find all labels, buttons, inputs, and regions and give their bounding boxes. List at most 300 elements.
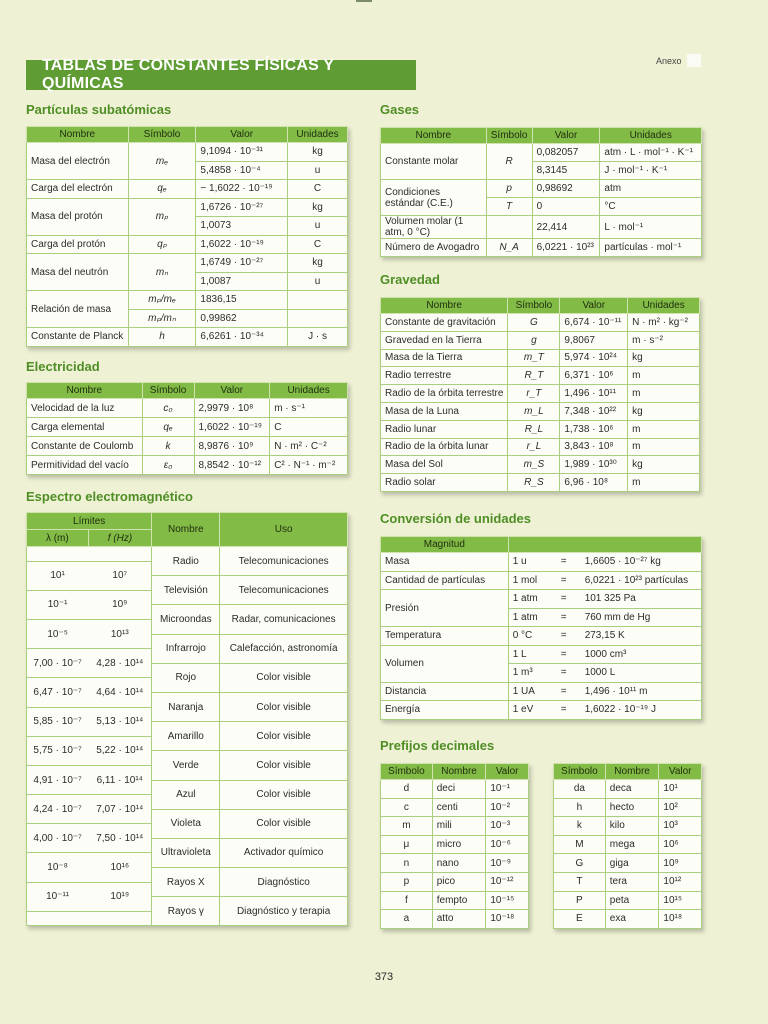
magnitude-name: Cantidad de partículas — [381, 571, 509, 590]
prefix-name: nano — [432, 854, 486, 873]
header-cell: Valor — [194, 383, 270, 399]
band-use: Diagnóstico y terapia — [220, 897, 348, 926]
frequency-limit: 10¹³ — [88, 619, 152, 648]
band-name: Rayos γ — [152, 897, 220, 926]
prefixes-table-submultiples — [380, 763, 529, 929]
constant-symbol: R_L — [508, 420, 560, 438]
header-cell: Nombre — [27, 127, 129, 143]
prefix-symbol: M — [554, 835, 606, 854]
header-cell: Símbolo — [142, 383, 194, 399]
constant-unit: m · s⁻¹ — [270, 399, 348, 418]
constant-value: 8,3145 — [532, 162, 600, 180]
constant-value: 0,98692 — [532, 180, 600, 198]
constant-value: 6,96 · 10⁸ — [560, 474, 628, 492]
particle-unit: u — [288, 272, 348, 291]
header-cell: Nombre — [381, 128, 487, 144]
prefix-name: exa — [605, 910, 659, 929]
frequency-limit: 10⁹ — [88, 590, 152, 619]
particle-unit: kg — [288, 143, 348, 162]
magnitude-header: Magnitud — [381, 537, 509, 553]
prefix-name: peta — [605, 891, 659, 910]
conversion-to: 1,6022 · 10⁻¹⁹ J — [584, 704, 656, 716]
particle-symbol: h — [128, 328, 196, 347]
frequency-header: f (Hz) — [88, 530, 152, 547]
prefix-symbol: f — [381, 891, 433, 910]
constant-name: Constante de gravitación — [381, 314, 508, 332]
annex-label: Anexo — [656, 56, 682, 66]
wavelength-limit: 4,24 · 10⁻⁷ — [27, 795, 89, 824]
table-row — [381, 780, 529, 799]
constant-value: 1,496 · 10¹¹ — [560, 385, 628, 403]
constant-name: Masa del Sol — [381, 456, 508, 474]
header-cell: Unidades — [628, 298, 700, 314]
band-name: Televisión — [152, 576, 220, 605]
constant-unit: atm · L · mol⁻¹ · K⁻¹ — [600, 144, 702, 162]
wavelength-limit: 10⁻¹¹ — [27, 882, 89, 911]
band-use: Color visible — [220, 663, 348, 692]
constant-name: Masa de la Luna — [381, 402, 508, 420]
prefix-name: mega — [605, 835, 659, 854]
prefix-name: atto — [432, 910, 486, 929]
band-name: Naranja — [152, 692, 220, 721]
header-cell: Valor — [659, 764, 702, 780]
band-use: Calefacción, astronomía — [220, 634, 348, 663]
constant-unit: partículas · mol⁻¹ — [600, 239, 702, 257]
table-row — [27, 291, 348, 310]
table-row — [381, 144, 702, 162]
particle-unit — [288, 291, 348, 310]
constant-symbol: c₀ — [142, 399, 194, 418]
conversion-cell — [508, 608, 701, 627]
particle-value: 1,6749 · 10⁻²⁷ — [196, 254, 288, 273]
table-row — [381, 180, 702, 198]
constant-name: Radio de la órbita lunar — [381, 438, 508, 456]
particle-value: 6,6261 · 10⁻³⁴ — [196, 328, 288, 347]
band-name: Violeta — [152, 809, 220, 838]
prefix-value: 10⁻¹² — [486, 872, 529, 891]
particle-name: Masa del protón — [27, 198, 129, 235]
limits-header: Límites — [27, 513, 152, 530]
constant-value: 5,974 · 10²⁴ — [560, 349, 628, 367]
particle-value: 1,0087 — [196, 272, 288, 291]
prefix-name: deci — [432, 780, 486, 799]
table-row — [554, 910, 702, 929]
frequency-limit: 5,13 · 10¹⁴ — [88, 707, 152, 736]
table-row — [381, 872, 529, 891]
band-name: Verde — [152, 751, 220, 780]
header-cell: Valor — [532, 128, 600, 144]
conversion-from: 1 m³ — [512, 667, 533, 679]
constant-value: 0,082057 — [532, 144, 600, 162]
prefix-symbol: k — [554, 817, 606, 836]
gravity-table — [380, 297, 700, 492]
magnitude-name: Masa — [381, 553, 509, 572]
prefix-symbol: E — [554, 910, 606, 929]
constant-unit: m — [628, 385, 700, 403]
particle-value: 9,1094 · 10⁻³¹ — [196, 143, 288, 162]
prefix-symbol: da — [554, 780, 606, 799]
wavelength-limit: 10¹ — [27, 561, 89, 590]
constant-symbol: R_S — [508, 474, 560, 492]
constant-value: 22,414 — [532, 216, 600, 239]
constant-unit: m — [628, 438, 700, 456]
particle-unit: J · s — [288, 328, 348, 347]
constant-name: Volumen molar (1 atm, 0 °C) — [381, 216, 487, 239]
particle-symbol: mₚ — [128, 198, 196, 235]
particle-symbol: mₚ/mₑ — [128, 291, 196, 310]
prefix-symbol: G — [554, 854, 606, 873]
prefix-name: pico — [432, 872, 486, 891]
constant-symbol: r_T — [508, 385, 560, 403]
prefix-value: 10¹ — [659, 780, 702, 799]
constant-name: Radio terrestre — [381, 367, 508, 385]
header-cell: Nombre — [381, 298, 508, 314]
particle-unit: u — [288, 217, 348, 236]
table-row — [381, 456, 700, 474]
table-row — [27, 418, 348, 437]
table-row — [27, 180, 348, 199]
wavelength-limit: 6,47 · 10⁻⁷ — [27, 678, 89, 707]
constant-unit: m · s⁻² — [628, 331, 700, 349]
header-cell: Valor — [560, 298, 628, 314]
constant-symbol: N_A — [486, 239, 532, 257]
particle-value: 0,99862 — [196, 309, 288, 328]
constant-value: 1,6022 · 10⁻¹⁹ — [194, 418, 270, 437]
subatomic-title: Partículas subatómicas — [26, 102, 172, 117]
prefix-value: 10⁻¹⁵ — [486, 891, 529, 910]
band-use: Radar, comunicaciones — [220, 605, 348, 634]
constant-value: 7,348 · 10²² — [560, 402, 628, 420]
prefix-name: centi — [432, 798, 486, 817]
prefix-value: 10⁻¹⁸ — [486, 910, 529, 929]
particle-unit: u — [288, 161, 348, 180]
spectrum-title: Espectro electromagnético — [26, 489, 193, 504]
constant-symbol: R — [486, 144, 532, 180]
constant-unit: m — [628, 367, 700, 385]
particle-symbol: mₙ — [128, 254, 196, 291]
constant-symbol: ε₀ — [142, 456, 194, 475]
constant-unit: kg — [628, 402, 700, 420]
table-row — [27, 399, 348, 418]
constant-symbol: m_S — [508, 456, 560, 474]
constant-value: 0 — [532, 198, 600, 216]
gases-title: Gases — [380, 102, 420, 117]
constant-symbol: g — [508, 331, 560, 349]
magnitude-name: Distancia — [381, 682, 509, 701]
limit-spacer — [88, 547, 152, 562]
table-row — [381, 798, 529, 817]
conversion-table — [380, 536, 702, 720]
constant-symbol: m_T — [508, 349, 560, 367]
wavelength-limit: 4,00 · 10⁻⁷ — [27, 824, 89, 853]
table-row — [381, 438, 700, 456]
conversion-to: 1000 cm³ — [584, 648, 627, 660]
wavelength-limit: 7,00 · 10⁻⁷ — [27, 649, 89, 678]
table-row — [381, 216, 702, 239]
prefix-name: hecto — [605, 798, 659, 817]
table-row — [554, 798, 702, 817]
particle-unit: kg — [288, 254, 348, 273]
table-row — [381, 701, 702, 720]
prefix-symbol: T — [554, 872, 606, 891]
equals-sign: = — [560, 556, 567, 568]
constant-name: Constante de Coulomb — [27, 437, 143, 456]
prefix-value: 10⁶ — [659, 835, 702, 854]
constant-name: Gravedad en la Tierra — [381, 331, 508, 349]
constant-unit: °C — [600, 198, 702, 216]
header-cell: Nombre — [605, 764, 659, 780]
frequency-limit: 10¹⁹ — [88, 882, 152, 911]
prefix-name: tera — [605, 872, 659, 891]
constant-unit: C² · N⁻¹ · m⁻² — [270, 456, 348, 475]
conversion-from: 1 L — [512, 648, 527, 660]
band-name: Rojo — [152, 663, 220, 692]
table-row — [381, 402, 700, 420]
table-row — [381, 571, 702, 590]
constant-value: 2,9979 · 10⁸ — [194, 399, 270, 418]
table-row — [27, 437, 348, 456]
header-cell: Símbolo — [508, 298, 560, 314]
constant-symbol: k — [142, 437, 194, 456]
table-row — [381, 835, 529, 854]
header-cell: Símbolo — [486, 128, 532, 144]
constant-value: 8,9876 · 10⁹ — [194, 437, 270, 456]
header-cell: Unidades — [270, 383, 348, 399]
band-use: Color visible — [220, 692, 348, 721]
frequency-limit: 7,50 · 10¹⁴ — [88, 824, 152, 853]
table-row — [554, 891, 702, 910]
prefix-value: 10⁻¹ — [486, 780, 529, 799]
header-cell: Valor — [486, 764, 529, 780]
magnitude-name: Presión — [381, 590, 509, 627]
name-header: Nombre — [152, 513, 220, 547]
constant-symbol: r_L — [508, 438, 560, 456]
limit-spacer — [27, 547, 89, 562]
particle-unit: kg — [288, 198, 348, 217]
conversion-from: 0 °C — [512, 630, 533, 642]
constant-value: 6,371 · 10⁶ — [560, 367, 628, 385]
prefix-name: micro — [432, 835, 486, 854]
prefix-symbol: d — [381, 780, 433, 799]
conversion-cell — [508, 682, 701, 701]
conversion-cell — [508, 664, 701, 683]
band-use: Telecomunicaciones — [220, 576, 348, 605]
table-row — [27, 456, 348, 475]
table-row — [381, 314, 700, 332]
constant-name: Condiciones estándar (C.E.) — [381, 180, 487, 216]
prefix-value: 10¹⁵ — [659, 891, 702, 910]
conversion-to: 273,15 K — [584, 630, 625, 642]
table-row — [554, 817, 702, 836]
prefix-value: 10³ — [659, 817, 702, 836]
conversion-cell — [508, 553, 701, 572]
prefix-symbol: μ — [381, 835, 433, 854]
particle-name: Relación de masa — [27, 291, 129, 328]
constant-value: 1,738 · 10⁶ — [560, 420, 628, 438]
particle-value: 1,0073 — [196, 217, 288, 236]
constant-symbol: m_L — [508, 402, 560, 420]
conversion-title: Conversión de unidades — [380, 511, 531, 526]
table-row — [381, 553, 702, 572]
band-name: Radio — [152, 547, 220, 576]
particle-value: 1836,15 — [196, 291, 288, 310]
constant-name: Radio solar — [381, 474, 508, 492]
use-header: Uso — [220, 513, 348, 547]
frequency-limit: 5,22 · 10¹⁴ — [88, 736, 152, 765]
table-row — [27, 328, 348, 347]
top-mark — [356, 0, 372, 2]
band-name: Azul — [152, 780, 220, 809]
band-use: Color visible — [220, 809, 348, 838]
equals-sign: = — [560, 611, 567, 623]
table-row — [381, 627, 702, 646]
table-row — [554, 835, 702, 854]
electricity-title: Electricidad — [26, 359, 100, 374]
constant-unit: N · m² · C⁻² — [270, 437, 348, 456]
conversion-cell — [508, 590, 701, 609]
table-row — [381, 367, 700, 385]
prefixes-title: Prefijos decimales — [380, 738, 495, 753]
equals-sign: = — [560, 704, 567, 716]
frequency-limit: 10⁷ — [88, 561, 152, 590]
particle-symbol: mₚ/mₙ — [128, 309, 196, 328]
band-name: Ultravioleta — [152, 838, 220, 867]
equals-sign: = — [560, 685, 567, 697]
constant-unit: J · mol⁻¹ · K⁻¹ — [600, 162, 702, 180]
table-row — [381, 817, 529, 836]
table-row — [27, 547, 348, 562]
equals-sign: = — [560, 574, 567, 586]
header-cell: Símbolo — [381, 764, 433, 780]
particle-unit — [288, 309, 348, 328]
conversion-from: 1 u — [512, 556, 527, 568]
particle-value: − 1,6022 · 10⁻¹⁹ — [196, 180, 288, 199]
prefix-symbol: m — [381, 817, 433, 836]
constant-symbol: G — [508, 314, 560, 332]
prefix-symbol: c — [381, 798, 433, 817]
conversion-to: 6,0221 · 10²³ partículas — [584, 574, 689, 586]
wavelength-limit: 10⁻⁵ — [27, 619, 89, 648]
table-row — [554, 780, 702, 799]
prefix-name: deca — [605, 780, 659, 799]
prefix-value: 10⁻³ — [486, 817, 529, 836]
constant-unit: L · mol⁻¹ — [600, 216, 702, 239]
band-use: Color visible — [220, 751, 348, 780]
constant-name: Permitividad del vacío — [27, 456, 143, 475]
particle-name: Masa del electrón — [27, 143, 129, 180]
table-row — [381, 420, 700, 438]
header-cell: Símbolo — [554, 764, 606, 780]
table-row — [381, 331, 700, 349]
table-row — [381, 891, 529, 910]
conversion-from: 1 UA — [512, 685, 535, 697]
band-use: Diagnóstico — [220, 868, 348, 897]
equals-sign: = — [560, 667, 567, 679]
table-row — [381, 239, 702, 257]
table-row — [27, 198, 348, 217]
particle-value: 5,4858 · 10⁻⁴ — [196, 161, 288, 180]
constant-unit: atm — [600, 180, 702, 198]
band-name: Microondas — [152, 605, 220, 634]
prefix-symbol: a — [381, 910, 433, 929]
constant-name: Número de Avogadro — [381, 239, 487, 257]
wavelength-limit: 10⁻¹ — [27, 590, 89, 619]
particle-symbol: mₑ — [128, 143, 196, 180]
particle-value: 1,6726 · 10⁻²⁷ — [196, 198, 288, 217]
page-number: 373 — [374, 971, 394, 983]
constant-name: Velocidad de la luz — [27, 399, 143, 418]
particle-symbol: qₑ — [128, 180, 196, 199]
conversion-from: 1 mol — [512, 574, 538, 586]
prefix-name: kilo — [605, 817, 659, 836]
table-row — [554, 872, 702, 891]
table-row — [381, 590, 702, 609]
constant-symbol: R_T — [508, 367, 560, 385]
band-use: Color visible — [220, 722, 348, 751]
constant-name: Radio de la órbita terrestre — [381, 385, 508, 403]
equals-sign: = — [560, 593, 567, 605]
constant-unit: m — [628, 420, 700, 438]
constant-name: Radio lunar — [381, 420, 508, 438]
page-title: TABLAS DE CONSTANTES FÍSICAS Y QUÍMICAS — [26, 60, 416, 90]
constant-unit: N · m² · kg⁻² — [628, 314, 700, 332]
prefix-value: 10¹⁸ — [659, 910, 702, 929]
constant-unit: kg — [628, 456, 700, 474]
prefix-symbol: h — [554, 798, 606, 817]
conversion-to: 1,6605 · 10⁻²⁷ kg — [584, 556, 661, 568]
table-row — [381, 385, 700, 403]
gases-table — [380, 127, 702, 257]
particle-value: 1,6022 · 10⁻¹⁹ — [196, 235, 288, 254]
table-row — [27, 235, 348, 254]
prefix-name: giga — [605, 854, 659, 873]
table-row — [27, 143, 348, 162]
wavelength-limit: 4,91 · 10⁻⁷ — [27, 765, 89, 794]
particle-unit: C — [288, 235, 348, 254]
wavelength-limit: 5,75 · 10⁻⁷ — [27, 736, 89, 765]
subatomic-table — [26, 126, 348, 347]
particle-unit: C — [288, 180, 348, 199]
band-name: Infrarrojo — [152, 634, 220, 663]
constant-symbol: qₑ — [142, 418, 194, 437]
header-cell: Unidades — [288, 127, 348, 143]
gravity-title: Gravedad — [380, 272, 440, 287]
frequency-limit: 7,07 · 10¹⁴ — [88, 795, 152, 824]
prefix-value: 10⁹ — [659, 854, 702, 873]
table-row — [381, 474, 700, 492]
table-row — [554, 854, 702, 873]
magnitude-name: Temperatura — [381, 627, 509, 646]
limit-spacer — [88, 911, 152, 926]
magnitude-name: Volumen — [381, 645, 509, 682]
prefixes-table-multiples — [553, 763, 702, 929]
conversion-cell — [508, 571, 701, 590]
prefix-symbol: P — [554, 891, 606, 910]
prefix-value: 10² — [659, 798, 702, 817]
conversion-from: 1 atm — [512, 611, 538, 623]
constant-symbol: T — [486, 198, 532, 216]
conversion-from: 1 eV — [512, 704, 534, 716]
prefix-name: fempto — [432, 891, 486, 910]
band-name: Amarillo — [152, 722, 220, 751]
constant-value: 9,8067 — [560, 331, 628, 349]
constant-unit: m — [628, 474, 700, 492]
constant-value: 6,674 · 10⁻¹¹ — [560, 314, 628, 332]
frequency-limit: 10¹⁶ — [88, 853, 152, 882]
particle-name: Constante de Planck — [27, 328, 129, 347]
band-use: Telecomunicaciones — [220, 547, 348, 576]
constant-value: 6,0221 · 10²³ — [532, 239, 600, 257]
